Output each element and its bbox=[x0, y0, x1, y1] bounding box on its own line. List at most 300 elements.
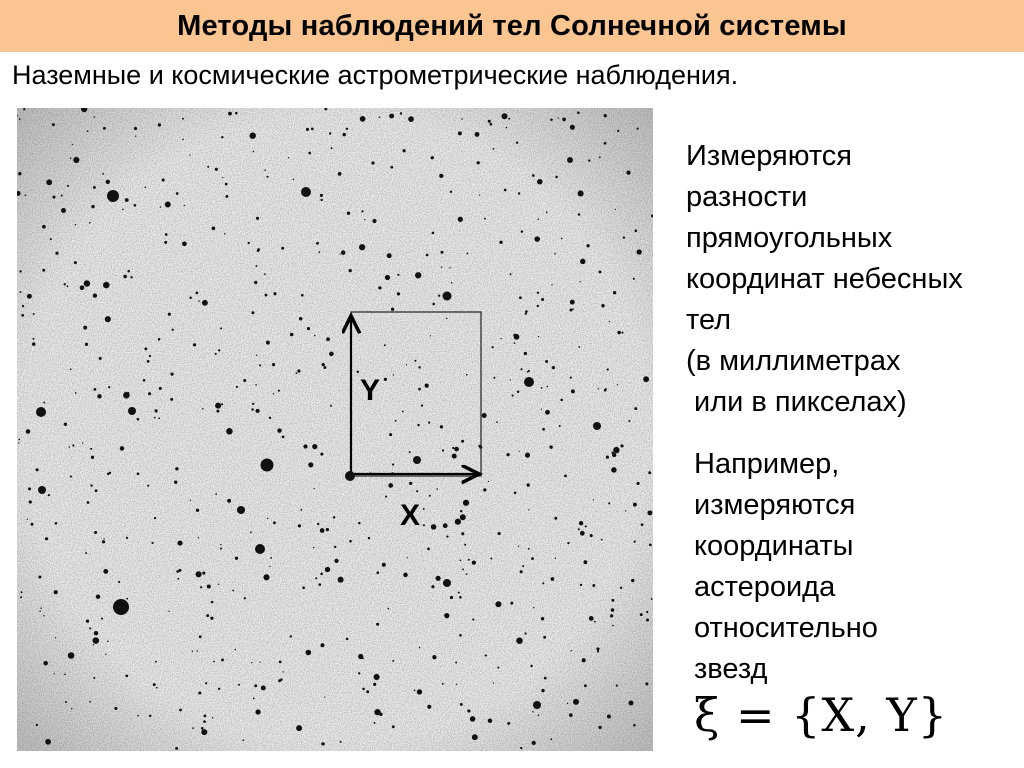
star bbox=[493, 148, 495, 150]
star bbox=[472, 734, 478, 740]
star bbox=[31, 523, 34, 526]
text-line: Измеряются bbox=[686, 140, 852, 172]
star bbox=[235, 649, 237, 651]
star bbox=[311, 128, 314, 131]
star bbox=[182, 241, 187, 246]
star bbox=[468, 559, 470, 561]
slide-title: Методы наблюдений тел Солнечной системы bbox=[177, 9, 847, 42]
star bbox=[382, 563, 386, 567]
star bbox=[532, 711, 533, 712]
star bbox=[20, 291, 22, 293]
star bbox=[33, 313, 35, 315]
star bbox=[126, 598, 128, 600]
star bbox=[472, 619, 474, 621]
star bbox=[385, 496, 387, 498]
star bbox=[135, 136, 136, 137]
star bbox=[113, 599, 129, 615]
star bbox=[55, 252, 58, 255]
star bbox=[118, 581, 120, 583]
star bbox=[384, 378, 387, 381]
star bbox=[599, 156, 601, 158]
example-text bbox=[694, 444, 878, 690]
star bbox=[326, 528, 329, 531]
star bbox=[358, 654, 363, 659]
star bbox=[313, 488, 314, 489]
star bbox=[585, 525, 587, 527]
star bbox=[392, 725, 395, 728]
star bbox=[96, 594, 100, 598]
star bbox=[522, 565, 524, 567]
star bbox=[520, 570, 523, 573]
star bbox=[413, 456, 421, 464]
star bbox=[554, 517, 557, 520]
star bbox=[546, 211, 548, 213]
star bbox=[470, 716, 476, 722]
star bbox=[628, 420, 630, 422]
star bbox=[610, 614, 613, 617]
star bbox=[567, 703, 568, 704]
star bbox=[202, 572, 205, 575]
star bbox=[506, 127, 507, 128]
star bbox=[533, 607, 534, 608]
star bbox=[71, 708, 72, 709]
star bbox=[102, 540, 105, 543]
star bbox=[224, 233, 226, 235]
star bbox=[212, 717, 213, 718]
star bbox=[277, 428, 281, 432]
star bbox=[237, 506, 245, 514]
star bbox=[483, 488, 486, 491]
star bbox=[533, 701, 541, 709]
star bbox=[525, 312, 527, 314]
star bbox=[516, 637, 522, 643]
star bbox=[330, 405, 332, 407]
text-line: астероида bbox=[694, 571, 836, 603]
star bbox=[127, 270, 130, 273]
star bbox=[42, 269, 45, 272]
star bbox=[567, 157, 573, 163]
star bbox=[278, 390, 280, 392]
star bbox=[114, 707, 117, 710]
star bbox=[651, 598, 653, 600]
star bbox=[320, 572, 323, 575]
star bbox=[537, 305, 539, 307]
star bbox=[578, 190, 584, 196]
star bbox=[604, 114, 607, 117]
star bbox=[93, 293, 97, 297]
star bbox=[308, 152, 311, 155]
star bbox=[218, 583, 219, 584]
star bbox=[215, 403, 221, 409]
star bbox=[570, 125, 575, 130]
star bbox=[450, 191, 452, 193]
star bbox=[493, 682, 494, 683]
star bbox=[25, 194, 27, 196]
star bbox=[392, 463, 394, 465]
star bbox=[64, 674, 66, 676]
star bbox=[108, 386, 110, 388]
star bbox=[388, 608, 390, 610]
star bbox=[315, 577, 317, 579]
star bbox=[621, 332, 623, 334]
star bbox=[580, 259, 585, 264]
star bbox=[525, 310, 528, 313]
star bbox=[647, 510, 652, 515]
star bbox=[573, 699, 579, 705]
star bbox=[95, 489, 98, 492]
star bbox=[570, 309, 573, 312]
star bbox=[193, 343, 196, 346]
star bbox=[397, 274, 399, 276]
star bbox=[646, 619, 649, 622]
star bbox=[537, 179, 542, 184]
text-line: разности bbox=[686, 181, 808, 213]
star bbox=[102, 173, 104, 175]
star bbox=[18, 442, 19, 443]
star bbox=[220, 327, 222, 329]
star bbox=[601, 539, 603, 541]
star bbox=[442, 449, 444, 451]
star bbox=[342, 133, 345, 136]
star bbox=[94, 388, 97, 391]
star bbox=[544, 677, 547, 680]
star bbox=[443, 523, 448, 528]
star bbox=[550, 738, 552, 740]
star bbox=[368, 537, 370, 539]
star bbox=[73, 157, 79, 163]
star bbox=[317, 523, 319, 525]
star bbox=[221, 403, 223, 405]
star bbox=[477, 161, 480, 164]
star bbox=[256, 355, 257, 356]
star bbox=[143, 379, 146, 382]
star bbox=[254, 684, 257, 687]
star bbox=[455, 662, 457, 664]
star bbox=[532, 741, 536, 745]
star bbox=[250, 531, 252, 533]
star bbox=[290, 635, 292, 637]
star bbox=[620, 587, 622, 589]
star bbox=[149, 355, 151, 357]
star bbox=[94, 116, 95, 117]
text-line: Например, bbox=[694, 448, 840, 480]
star bbox=[333, 516, 335, 518]
star bbox=[192, 727, 194, 729]
star bbox=[633, 503, 637, 507]
star bbox=[547, 386, 549, 388]
star bbox=[461, 118, 463, 120]
star bbox=[158, 338, 161, 341]
text-line: координаты bbox=[694, 530, 854, 562]
star bbox=[555, 557, 556, 558]
star bbox=[84, 280, 90, 286]
star bbox=[80, 285, 85, 290]
star bbox=[18, 172, 21, 175]
star bbox=[308, 462, 313, 467]
star bbox=[177, 541, 182, 546]
star bbox=[154, 409, 157, 412]
star bbox=[385, 275, 390, 280]
star bbox=[318, 583, 321, 586]
star bbox=[99, 357, 102, 360]
star bbox=[38, 575, 41, 578]
star bbox=[427, 548, 430, 551]
star bbox=[496, 421, 498, 423]
star bbox=[458, 131, 462, 135]
star bbox=[32, 338, 34, 340]
star bbox=[255, 709, 260, 714]
star bbox=[423, 508, 425, 510]
star bbox=[402, 411, 404, 413]
star bbox=[495, 601, 501, 607]
star bbox=[316, 242, 319, 245]
star bbox=[570, 300, 575, 305]
star bbox=[604, 142, 607, 145]
star bbox=[91, 456, 94, 459]
star bbox=[514, 342, 516, 344]
star bbox=[524, 352, 527, 355]
star bbox=[48, 494, 50, 496]
star bbox=[162, 179, 165, 182]
star bbox=[172, 329, 174, 331]
star bbox=[105, 654, 106, 655]
star bbox=[255, 265, 257, 267]
star bbox=[543, 636, 546, 639]
star bbox=[93, 637, 100, 644]
star bbox=[122, 208, 124, 210]
star bbox=[27, 294, 32, 299]
star bbox=[408, 116, 414, 122]
star bbox=[72, 444, 74, 446]
star bbox=[517, 390, 520, 393]
star bbox=[145, 186, 147, 188]
star bbox=[89, 701, 91, 703]
star bbox=[554, 253, 556, 255]
star bbox=[192, 651, 193, 652]
star bbox=[290, 333, 294, 337]
star bbox=[128, 407, 136, 415]
star bbox=[570, 377, 572, 379]
star bbox=[282, 671, 283, 672]
star bbox=[87, 130, 89, 132]
star bbox=[611, 608, 615, 612]
star bbox=[94, 631, 98, 635]
star bbox=[179, 569, 182, 572]
star bbox=[362, 688, 365, 691]
star bbox=[203, 720, 206, 723]
star bbox=[389, 114, 394, 119]
star bbox=[19, 118, 21, 120]
star bbox=[170, 372, 173, 375]
star bbox=[395, 420, 397, 422]
star bbox=[72, 144, 73, 145]
star bbox=[346, 128, 348, 130]
star bbox=[270, 557, 272, 559]
star bbox=[54, 673, 55, 674]
star bbox=[562, 118, 566, 122]
star bbox=[373, 683, 376, 686]
star bbox=[168, 611, 169, 612]
star bbox=[38, 486, 46, 494]
star bbox=[125, 675, 128, 678]
star bbox=[387, 253, 392, 258]
text-line: тел bbox=[686, 304, 732, 336]
star bbox=[94, 531, 97, 534]
star bbox=[648, 471, 651, 474]
star bbox=[620, 444, 623, 447]
star bbox=[243, 379, 246, 382]
star bbox=[74, 261, 77, 264]
star bbox=[510, 273, 512, 275]
star bbox=[582, 658, 586, 662]
star bbox=[527, 483, 530, 486]
star bbox=[590, 534, 593, 537]
star bbox=[584, 684, 587, 687]
text-line: звезд bbox=[694, 653, 768, 685]
star bbox=[409, 451, 411, 453]
star bbox=[542, 428, 545, 431]
explanation-text bbox=[686, 136, 963, 423]
star bbox=[19, 270, 21, 272]
star bbox=[612, 453, 616, 457]
text-line: (в миллиметрах bbox=[686, 345, 901, 377]
star bbox=[61, 208, 66, 213]
star bbox=[488, 481, 489, 482]
star bbox=[201, 727, 204, 730]
star bbox=[415, 272, 421, 278]
star bbox=[616, 685, 618, 687]
star bbox=[103, 127, 106, 130]
star bbox=[200, 586, 202, 588]
star bbox=[196, 571, 202, 577]
star bbox=[196, 509, 199, 512]
star bbox=[634, 407, 637, 410]
star bbox=[551, 284, 552, 285]
star bbox=[623, 236, 625, 238]
star bbox=[90, 448, 92, 450]
star bbox=[248, 242, 250, 244]
star bbox=[296, 372, 298, 374]
star bbox=[402, 149, 405, 152]
star bbox=[596, 647, 599, 650]
star bbox=[508, 118, 510, 120]
star bbox=[626, 171, 630, 175]
star bbox=[460, 559, 462, 561]
star bbox=[134, 127, 137, 130]
star bbox=[580, 531, 585, 536]
star bbox=[120, 446, 125, 451]
star bbox=[251, 311, 254, 314]
title-bar bbox=[0, 0, 1024, 52]
star bbox=[301, 294, 304, 297]
star bbox=[607, 714, 611, 718]
star bbox=[584, 560, 588, 564]
star bbox=[220, 544, 221, 545]
star bbox=[259, 364, 261, 366]
star bbox=[197, 650, 198, 651]
star bbox=[134, 204, 137, 207]
star bbox=[460, 703, 463, 706]
star bbox=[458, 592, 460, 594]
star bbox=[107, 473, 109, 475]
star bbox=[360, 116, 366, 122]
star bbox=[320, 194, 323, 197]
star bbox=[253, 151, 255, 153]
star bbox=[545, 410, 550, 415]
star bbox=[93, 186, 96, 189]
star bbox=[431, 524, 437, 530]
star bbox=[443, 579, 451, 587]
star bbox=[70, 368, 72, 370]
star bbox=[466, 252, 468, 254]
star bbox=[43, 615, 45, 617]
star bbox=[68, 446, 70, 448]
star bbox=[174, 481, 177, 484]
star bbox=[89, 627, 91, 629]
star bbox=[485, 654, 487, 656]
star bbox=[18, 439, 20, 441]
star bbox=[400, 112, 402, 114]
star bbox=[389, 433, 392, 436]
star bbox=[431, 585, 434, 588]
star bbox=[564, 475, 567, 478]
star bbox=[372, 219, 376, 223]
star bbox=[204, 715, 207, 718]
star bbox=[417, 424, 419, 426]
star bbox=[61, 195, 63, 197]
star bbox=[301, 187, 311, 197]
star bbox=[607, 368, 609, 370]
star bbox=[293, 179, 295, 181]
star bbox=[456, 684, 457, 685]
star bbox=[242, 739, 244, 741]
star bbox=[264, 170, 265, 171]
star bbox=[21, 591, 23, 593]
star bbox=[550, 118, 553, 121]
star bbox=[70, 476, 72, 478]
star bbox=[572, 308, 574, 310]
star bbox=[557, 117, 558, 118]
star bbox=[269, 566, 270, 567]
star bbox=[207, 166, 209, 168]
star bbox=[322, 363, 325, 366]
star bbox=[43, 402, 45, 404]
star bbox=[537, 292, 539, 294]
star bbox=[461, 440, 464, 443]
star bbox=[559, 425, 561, 427]
star bbox=[175, 467, 178, 470]
star bbox=[519, 296, 522, 299]
star bbox=[635, 229, 638, 232]
slide-subtitle: Наземные и космические астрометрические наблюдения. bbox=[12, 60, 739, 90]
star bbox=[220, 548, 222, 550]
star bbox=[288, 157, 289, 158]
star bbox=[506, 453, 509, 456]
star bbox=[625, 510, 626, 511]
star bbox=[137, 472, 140, 475]
star bbox=[464, 544, 466, 546]
star bbox=[27, 519, 28, 520]
star bbox=[307, 327, 310, 330]
star bbox=[338, 577, 344, 583]
star bbox=[634, 540, 636, 542]
star bbox=[645, 682, 648, 685]
star bbox=[637, 482, 640, 485]
star bbox=[346, 638, 349, 641]
star-field-image bbox=[17, 108, 653, 751]
star bbox=[90, 484, 92, 486]
star bbox=[545, 360, 548, 363]
